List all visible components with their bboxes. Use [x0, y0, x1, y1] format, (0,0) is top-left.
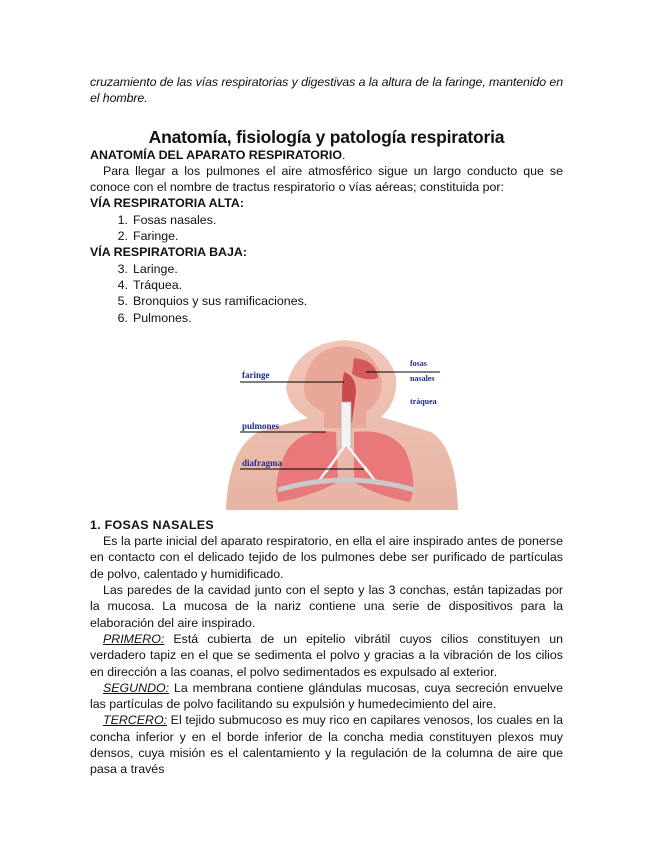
anatomy-paragraph: Para llegar a los pulmones el aire atmosférico sigue un largo conducto que se conoce con el nombre de tractus respiratorio o vías aéreas; constituida por: [90, 163, 563, 195]
section-1-heading: 1. FOSAS NASALES [90, 517, 214, 532]
list-item [90, 277, 563, 293]
tercero-label: TERCERO: [103, 713, 168, 728]
section-1-paragraph-4 [90, 680, 563, 713]
segundo-text: La membrana contiene glándulas mucosas, cuya secreción envuelve las partículas de polvo facilitando su expulsión y humedecimiento del aire. [90, 680, 563, 712]
list-label: Laringe. [133, 261, 178, 276]
primero-label: PRIMERO: [103, 631, 165, 646]
label-traquea: tráquea [410, 396, 437, 406]
section-1-paragraph-3 [90, 631, 563, 680]
intro-text: cruzamiento de las vías respiratorias y digestivas a la altura de la faringe, mantenido en el hombre. [90, 75, 563, 106]
list-number: 2. [117, 229, 128, 244]
anatomy-heading-punct: . [341, 147, 346, 162]
segundo-label: SEGUNDO: [103, 680, 170, 695]
upper-airway-heading: VÍA RESPIRATORIA ALTA: [90, 196, 244, 211]
label-faringe: faringe [242, 369, 270, 380]
list-label: Faringe. [133, 229, 179, 244]
list-item [90, 310, 563, 326]
anatomy-heading [90, 147, 563, 163]
list-label: Tráquea. [133, 277, 183, 292]
document-page [90, 74, 563, 778]
section-1-paragraph-1: Es la parte inicial del aparato respiratorio, en ella el aire inspirado antes de ponerse en contacto con el delicado tejido de los pulmones debe ser purificado de partículas de polvo, calentado y humidificado. [90, 534, 563, 581]
label-pulmones: pulmones [242, 420, 280, 431]
primero-text: Está cubierta de un epitelio vibrátil cuyos cilios constituyen un verdadero tapiz en el que se sedimenta el polvo y gracias a la vibración de los cilios en dirección a las coanas, el polvo sedimentados es expulsado al exterior. [90, 631, 563, 679]
list-number: 6. [117, 310, 128, 325]
list-item [90, 212, 563, 228]
list-number: 3. [117, 261, 128, 276]
list-item [90, 293, 563, 309]
list-number: 4. [117, 277, 128, 292]
tercero-text: El tejido submucoso es muy rico en capilares venosos, los cuales en la concha inferior y en el borde inferior de la concha media constituyen plexos muy densos, cuya misión es el calentamiento y la regulación de la columna de aire que pasa a través [90, 713, 563, 777]
lower-airway-heading: VÍA RESPIRATORIA BAJA: [90, 245, 247, 260]
page-title: Anatomía, fisiología y patología respiratoria [148, 126, 505, 147]
list-number: 5. [117, 294, 128, 309]
section-1-paragraph-5 [90, 712, 563, 777]
label-nasales: nasales [410, 373, 435, 383]
label-fosas: fosas [410, 358, 427, 368]
upper-airway-list [90, 212, 563, 245]
list-label: Bronquios y sus ramificaciones. [133, 294, 308, 309]
respiratory-system-figure [226, 332, 471, 507]
list-label: Pulmones. [133, 310, 192, 325]
lower-airway-list [90, 261, 563, 326]
anatomy-heading-text: ANATOMÍA DEL APARATO RESPIRATORIO [90, 147, 342, 162]
list-label: Fosas nasales. [133, 212, 217, 227]
trachea [341, 402, 351, 447]
respiratory-diagram [226, 332, 471, 510]
list-item [90, 261, 563, 277]
list-number: 1. [117, 212, 128, 227]
section-1-paragraph-2: Las paredes de la cavidad junto con el septo y las 3 conchas, están tapizadas por la mucosa. La mucosa de la nariz contiene una serie de dispositivos para la elaboración del aire inspirado. [90, 583, 563, 630]
list-item [90, 228, 563, 244]
label-diafragma: diafragma [242, 457, 282, 468]
